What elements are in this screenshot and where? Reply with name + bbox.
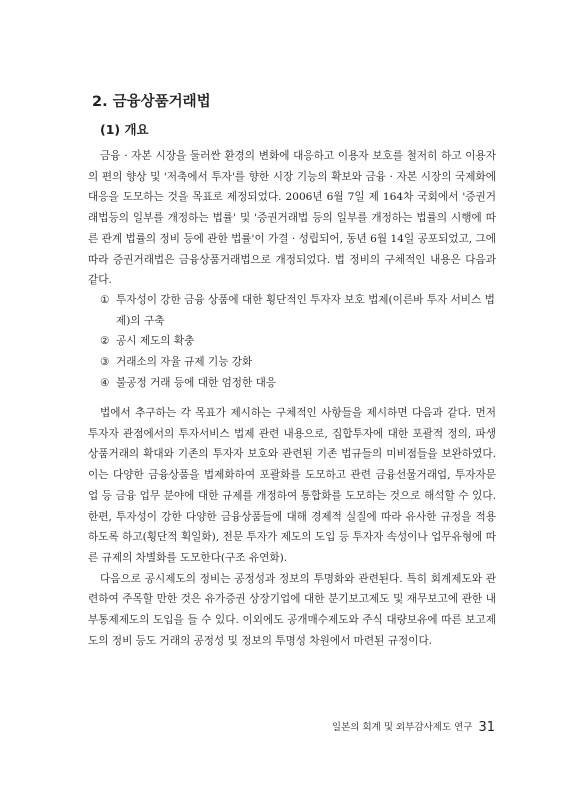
list-text: 공시 제도의 확충 [116, 335, 195, 348]
list-text: 불공정 거래 등에 대한 엄정한 대응 [116, 376, 277, 389]
list-item [100, 373, 496, 394]
subsection-title: (1) 개요 [100, 122, 149, 137]
page-footer [332, 719, 495, 735]
paragraph-text: 법에서 추구하는 각 목표가 제시하는 구체적인 사항들을 제시하면 다음과 같다. 먼저 투자자 관점에서의 투자서비스 법제 관련 내용으로, 집합투자에 대한 포괄적 정의, 파생상품거래의 확대와 기존의 투자자 보호와 관련된 기존 법규들의 미비점들을 보완하였다. 이는 다양한 금융상품을 법제화하여 포괄화를 도모하고 관련 금융선물거래업, 투자자문업 등 금융 업무 분야에 대한 규제를 개정하여 통합화를 도모하는 것으로 해석할 수 있다. 한편, 투자성이 강한 다양한 금융상품들에 대해 경제적 실질에 따라 유사한 규정을 적용하도록 하고(횡단적 획일화), 전문 투자가 제도의 도입 등 투자자 속성이나 업무유형에 따른 규제의 차별화를 도모한다(구조 유연화). [88, 407, 496, 564]
list-number: ③ [100, 356, 110, 369]
paragraph-text: 다음으로 공시제도의 정비는 공정성과 정보의 투명화와 관련된다. 특히 회계제도와 관련하여 주목할 만한 것은 유가증권 상장기업에 대한 분기보고제도 및 재무보고에 관한 내부통제제도의 도입을 들 수 있다. 이외에도 공개매수제도와 주식 대량보유에 따른 보고제도의 정비 등도 거래의 공정성 및 정보의 투명성 차원에서 마련된 규정이다. [88, 572, 496, 647]
list-number: ① [100, 294, 110, 306]
section-title: 2. 금융상품거래법 [92, 94, 211, 110]
list-text: 투자성이 강한 금융 상품에 대한 횡단적인 투자자 보호 법제(이른바 투자 서비스 법제)의 구축 [116, 294, 495, 327]
list-number: ④ [100, 376, 110, 389]
page-number: 31 [478, 720, 495, 735]
paragraph-intro [88, 146, 496, 291]
list-item [100, 352, 496, 373]
list-text: 거래소의 자율 규제 기능 강화 [116, 356, 253, 369]
measures-list [100, 290, 496, 394]
list-item [100, 290, 496, 331]
running-title: 일본의 회계 및 외부감사제도 연구 [331, 722, 473, 733]
list-item [100, 331, 496, 352]
paragraph-details [88, 403, 496, 651]
list-number: ② [100, 335, 110, 348]
paragraph-text: 금융 · 자본 시장을 둘러싼 환경의 변화에 대응하고 이용자 보호를 철저히 하고 이용자의 편의 향상 및 '저축에서 투자'를 향한 시장 기능의 확보와 금융 · 자본 시장의 국제화에 대응을 도모하는 것을 목표로 제정되었다. 2006년 6월 7일 제 164차 국회에서 '증권거래법등의 일부를 개정하는 법률' 및 '증권거래법 등의 일부를 개정하는 법률의 시행에 따른 관계 법률의 정비 등에 관한 법률'이 가결 · 성립되어, 동년 6월 14일 공포되었고, 그에 따라 증권거래법은 금융상품거래법으로 개정되었다. 법 정비의 구체적인 내용은 다음과 같다. [88, 150, 496, 287]
